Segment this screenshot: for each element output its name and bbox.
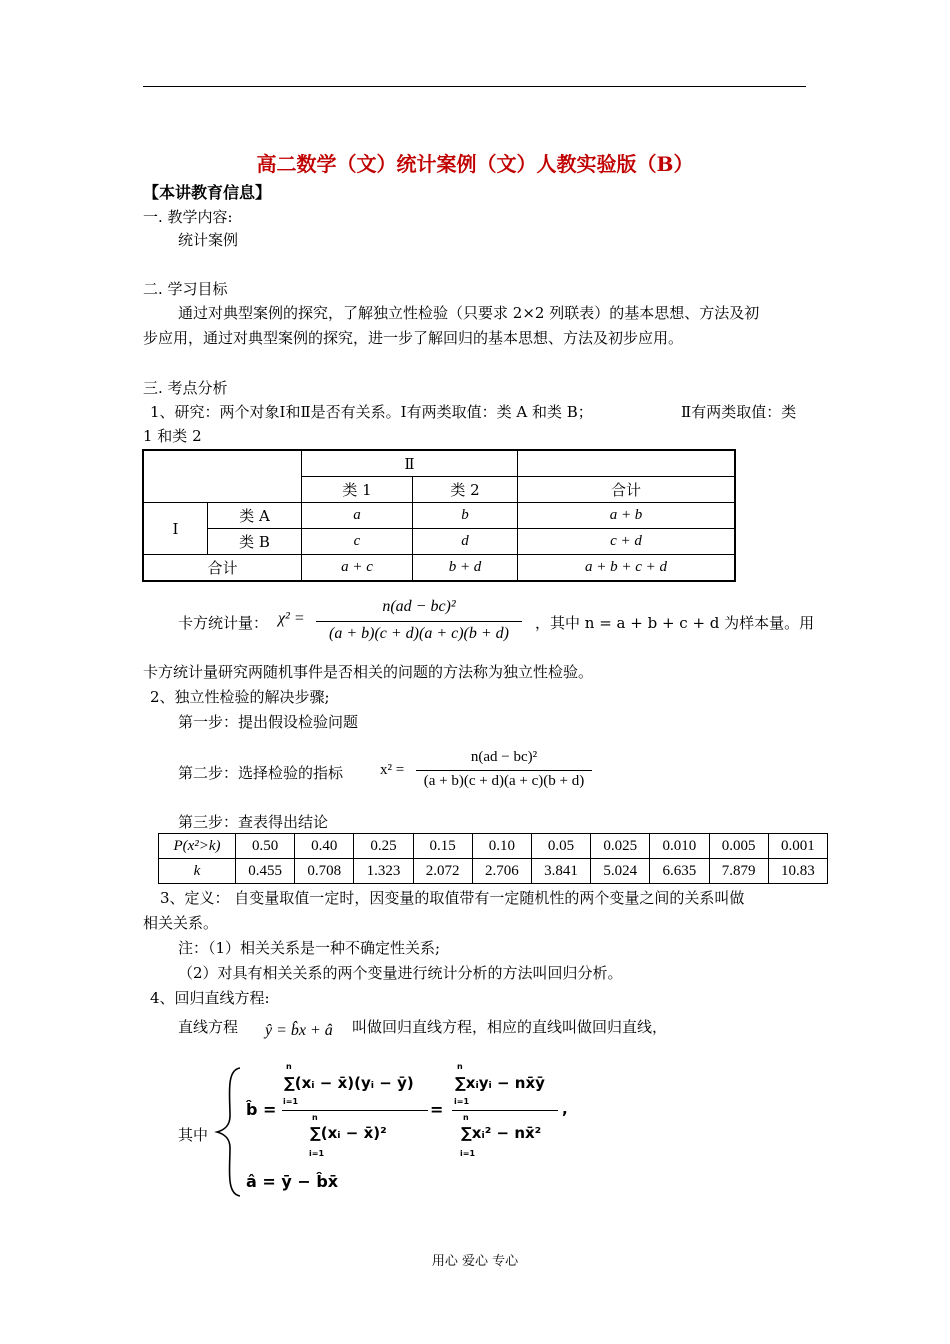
step3: 第三步：查表得出结论 (178, 813, 329, 831)
sum-upper: n (286, 1062, 292, 1071)
col-group-blank (518, 450, 736, 477)
chi-numerator: n(ad − bc)² (382, 598, 456, 615)
sum-lower: i=1 (460, 1149, 476, 1158)
p-cell: 0.001 (768, 834, 827, 859)
col-group-header: Ⅱ (302, 450, 518, 477)
p1-line1b: Ⅱ有两类取值：类 (681, 403, 797, 421)
total-label: 合计 (143, 555, 302, 582)
cell: a (302, 503, 413, 529)
chi-label: 卡方统计量： (178, 614, 269, 632)
k-cell: 0.455 (236, 859, 295, 884)
k-cell: 6.635 (650, 859, 709, 884)
p1-line2: 1 和类 2 (143, 427, 202, 445)
chi-fraction-bar (316, 621, 522, 622)
total-cell: b + d (413, 555, 518, 582)
s1-heading: 一. 教学内容: (143, 208, 233, 226)
step1: 第一步：提出假设检验问题 (178, 713, 359, 731)
p-cell: 0.010 (650, 834, 709, 859)
s2-line2: 步应用，通过对典型案例的探究，进一步了解回归的基本思想、方法及初步应用。 (143, 329, 684, 347)
step2-numerator: n(ad − bc)² (470, 749, 538, 765)
sum-upper: n (312, 1113, 318, 1122)
section-header: 【本讲教育信息】 (143, 183, 272, 202)
denominator-2: ∑xᵢ² − nx̄² (461, 1124, 542, 1142)
row-group-header: Ⅰ (143, 503, 208, 555)
k-cell: 5.024 (591, 859, 650, 884)
cell: b (413, 503, 518, 529)
table-corner (143, 450, 302, 503)
k-cell: 2.072 (413, 859, 472, 884)
a-hat-formula: â = ȳ − b̂x̄ (246, 1172, 339, 1191)
left-brace-icon (214, 1066, 244, 1198)
k-cell: 3.841 (531, 859, 590, 884)
sum-lower: i=1 (283, 1097, 299, 1106)
col-header: 类 1 (302, 477, 413, 503)
p-cell: 0.50 (236, 834, 295, 859)
line-eq: ŷ = b̂x + â (265, 1022, 333, 1039)
note1: 注：（1）相关关系是一种不确定性关系; (178, 939, 441, 957)
sum-lower: i=1 (454, 1097, 470, 1106)
chi-lhs: χ² = (278, 610, 305, 627)
total-cell: a + c (302, 555, 413, 582)
equals-sign: = (430, 1100, 444, 1119)
step2-denominator: (a + b)(c + d)(a + c)(b + d) (423, 773, 585, 789)
row-label: k (159, 859, 236, 884)
table-row (159, 859, 828, 884)
where-label: 其中 (178, 1126, 209, 1144)
p-cell: 0.025 (591, 834, 650, 859)
p-cell: 0.25 (354, 834, 413, 859)
s3-heading: 三. 考点分析 (143, 379, 228, 397)
denominator-1: ∑(xᵢ − x̄)² (310, 1124, 387, 1142)
chi-denominator: (a + b)(c + d)(a + c)(b + d) (328, 625, 509, 642)
s2-line1: 通过对典型案例的探究，了解独立性检验（只要求 2×2 列联表）的基本思想、方法及初 (178, 304, 760, 322)
row-label: P(x²>k) (159, 834, 236, 859)
k-cell: 1.323 (354, 859, 413, 884)
k-cell: 2.706 (472, 859, 531, 884)
total-cell: a + b + c + d (518, 555, 736, 582)
numerator-1: ∑(xᵢ − x̄)(yᵢ − ȳ) (284, 1074, 414, 1092)
fraction-bar-2 (452, 1110, 558, 1111)
line-eq-tail: 叫做回归直线方程，相应的直线叫做回归直线， (352, 1018, 668, 1036)
col-header: 类 2 (413, 477, 518, 503)
k-cell: 0.708 (295, 859, 354, 884)
p3-line1: 3、定义： 自变量取值一定时，因变量的取值带有一定随机性的两个变量之间的关系叫做 (160, 889, 745, 907)
step2-fraction-bar (416, 770, 592, 771)
p-cell: 0.15 (413, 834, 472, 859)
comma: , (562, 1100, 568, 1118)
sum-upper: n (463, 1113, 469, 1122)
b-hat-label: b̂ = (246, 1100, 277, 1119)
line-eq-label: 直线方程 (178, 1018, 239, 1036)
chi-line2: 卡方统计量研究两随机事件是否相关的问题的方法称为独立性检验。 (143, 663, 594, 681)
row-label: 类 A (208, 503, 302, 529)
sum-lower: i=1 (309, 1149, 325, 1158)
page-title: 高二数学（文）统计案例（文）人教实验版（B） (256, 152, 694, 176)
p4: 4、回归直线方程: (150, 989, 270, 1007)
fraction-bar-1 (282, 1110, 428, 1111)
k-cell: 10.83 (768, 859, 827, 884)
note2: （2）对具有相关关系的两个变量进行统计分析的方法叫回归分析。 (178, 964, 623, 982)
top-rule (143, 86, 806, 87)
cell: a + b (518, 503, 736, 529)
page-footer: 用心 爱心 专心 (431, 1254, 519, 1269)
critical-value-table (158, 833, 828, 884)
p2: 2、独立性检验的解决步骤; (150, 688, 330, 706)
col-header: 合计 (518, 477, 736, 503)
p-cell: 0.05 (531, 834, 590, 859)
step2: 第二步：选择检验的指标 (178, 764, 344, 782)
p-cell: 0.005 (709, 834, 768, 859)
p-cell: 0.40 (295, 834, 354, 859)
cell: c (302, 529, 413, 555)
s2-heading: 二. 学习目标 (143, 280, 228, 298)
s1-content: 统计案例 (178, 231, 239, 249)
k-cell: 7.879 (709, 859, 768, 884)
contingency-table (142, 449, 736, 582)
p1-line1: 1、研究：两个对象Ⅰ和Ⅱ是否有关系。Ⅰ有两类取值：类 A 和类 B； (150, 403, 593, 421)
row-label: 类 B (208, 529, 302, 555)
table-row (159, 834, 828, 859)
chi-tail: ，其中 n = a + b + c + d 为样本量。用 (535, 614, 815, 632)
p3-line2: 相关关系。 (143, 914, 219, 932)
numerator-2: ∑xᵢyᵢ − nx̄ȳ (455, 1074, 545, 1092)
step2-lhs: x² = (380, 762, 405, 778)
p-cell: 0.10 (472, 834, 531, 859)
cell: d (413, 529, 518, 555)
cell: c + d (518, 529, 736, 555)
sum-upper: n (457, 1062, 463, 1071)
